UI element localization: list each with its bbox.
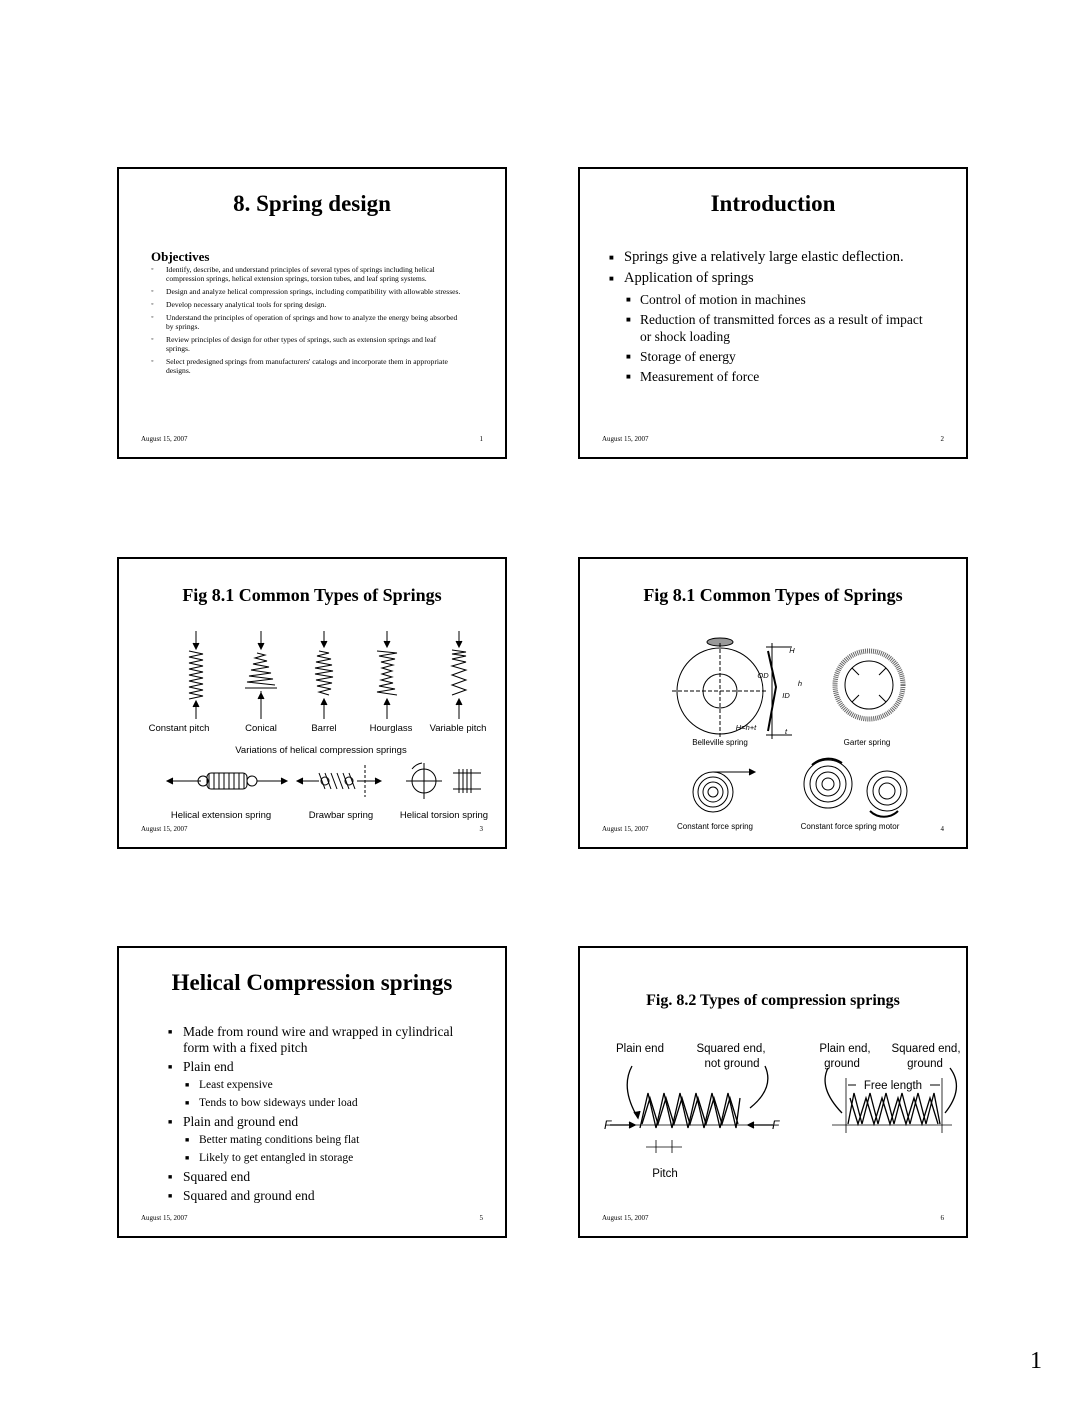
slide-title: Fig 8.1 Common Types of Springs: [182, 585, 442, 605]
slide-2: [578, 167, 968, 459]
label-constant-force-motor: Constant force spring motor: [800, 822, 900, 831]
label-free-length: Free length: [863, 1080, 923, 1092]
slide-1: [117, 167, 507, 459]
list-item: ■ Better mating conditions being flat: [183, 1133, 465, 1148]
hourglass-spring: [377, 631, 397, 719]
label-helical-extension: Helical extension spring: [170, 810, 272, 821]
dim-h: h: [797, 679, 803, 688]
label-hourglass: Hourglass: [369, 723, 413, 734]
dim-OD: OD: [757, 671, 769, 680]
label-variable-pitch: Variable pitch: [429, 723, 487, 734]
slide-number: 1: [479, 435, 483, 443]
slide-date: August 15, 2007: [602, 1214, 649, 1222]
slide-date: August 15, 2007: [141, 1214, 188, 1222]
figure-caption: Variations of helical compression springs: [235, 745, 407, 756]
list-item: ■ Tends to bow sideways under load: [183, 1096, 465, 1111]
spring-plain-squared: [610, 1066, 773, 1153]
slide-number: 6: [940, 1214, 944, 1222]
slide-title: Helical Compression springs: [171, 970, 453, 995]
constant-pitch-spring: [189, 631, 203, 719]
compression-spring-ends-figure: [580, 948, 966, 1236]
label-squared-ground-2: ground: [907, 1058, 943, 1070]
page-number: 1: [1030, 1348, 1042, 1374]
bullet-list: [165, 1024, 465, 1207]
conical-spring: [245, 631, 277, 719]
label-pitch: Pitch: [652, 1168, 678, 1180]
slide-number: 4: [940, 825, 944, 833]
label-plain-end-ground-2: ground: [824, 1058, 860, 1070]
slide-title: 8. Spring design: [233, 191, 391, 216]
slide-title: Introduction: [710, 191, 836, 216]
label-force-right: F: [772, 1118, 780, 1132]
list-item: ■ Storage of energy: [624, 348, 926, 365]
label-constant-force: Constant force spring: [676, 822, 754, 831]
slide-4: [578, 557, 968, 849]
slide-date: August 15, 2007: [141, 435, 188, 443]
bullet-list: [606, 249, 926, 388]
list-item: ■ Application of springs: [606, 270, 926, 287]
list-item: ■ Squared and ground end: [165, 1188, 465, 1204]
label-drawbar: Drawbar spring: [308, 810, 374, 821]
torsion-spring: [406, 763, 481, 799]
label-helical-torsion: Helical torsion spring: [399, 810, 489, 821]
belleville-spring: [672, 638, 792, 739]
slide-date: August 15, 2007: [602, 435, 649, 443]
list-item: ◦ Review principles of design for other types of springs, such as extension springs and leaf springs.: [151, 335, 461, 353]
garter-spring: [835, 651, 903, 719]
label-garter: Garter spring: [843, 738, 891, 747]
objectives-list: [151, 265, 461, 379]
variable-pitch-spring: [452, 631, 466, 719]
slide-date: August 15, 2007: [141, 825, 188, 833]
objectives-heading: Objectives: [151, 249, 210, 264]
label-squared-end-2: not ground: [704, 1058, 760, 1070]
list-item: ◦ Understand the principles of operation of springs and how to analyze the energy being absorbed by springs.: [151, 313, 461, 331]
label-plain-end: Plain end: [616, 1043, 664, 1055]
dim-t: t: [784, 727, 788, 736]
list-item: ■ Least expensive: [183, 1078, 465, 1093]
list-item: ■ Springs give a relatively large elastic deflection.: [606, 249, 926, 266]
list-item: ■ Likely to get entangled in storage: [183, 1151, 465, 1166]
label-barrel: Barrel: [311, 723, 337, 734]
slide-number: 3: [479, 825, 483, 833]
constant-force-spring: [693, 769, 755, 812]
barrel-spring: [315, 631, 333, 719]
list-item: ■ Plain and ground end: [165, 1114, 465, 1130]
slide-3: [117, 557, 507, 849]
label-squared-ground-1: Squared end,: [891, 1043, 961, 1055]
list-item: ■ Measurement of force: [624, 368, 926, 385]
label-squared-end-1: Squared end,: [696, 1043, 766, 1055]
slide-5: [117, 946, 507, 1238]
drawbar-spring: [297, 765, 381, 797]
list-item: ◦ Develop necessary analytical tools for spring design.: [151, 300, 461, 309]
spring-ground: [825, 1068, 956, 1133]
dim-formula: H=h+t: [735, 723, 757, 732]
slide-number: 2: [940, 435, 944, 443]
label-belleville: Belleville spring: [692, 738, 748, 747]
list-item: ■ Squared end: [165, 1169, 465, 1185]
list-item: ■ Control of motion in machines: [624, 291, 926, 308]
dim-ID: ID: [782, 691, 790, 700]
constant-force-spring-motor: [804, 759, 907, 817]
dim-H: H: [789, 646, 795, 655]
label-force-left: F: [604, 1118, 612, 1132]
list-item: ◦ Design and analyze helical compression springs, including compatibility with allowable stresses.: [151, 287, 461, 296]
label-plain-end-ground-1: Plain end,: [819, 1043, 871, 1055]
slide-date: August 15, 2007: [602, 825, 649, 833]
list-item: ■ Plain end: [165, 1059, 465, 1075]
spring-types-figure-2: [580, 559, 966, 847]
spring-types-figure: [119, 559, 505, 847]
extension-spring: [167, 773, 287, 789]
slide-title: Fig 8.1 Common Types of Springs: [643, 585, 903, 605]
list-item: ◦ Identify, describe, and understand principles of several types of springs including helical compression springs, helical extension springs, torsion tubes, and leaf spring systems.: [151, 265, 461, 283]
slide-6: [578, 946, 968, 1238]
slide-number: 5: [479, 1214, 483, 1222]
list-item: ◦ Select predesigned springs from manufacturers' catalogs and incorporate them in appropriate designs.: [151, 357, 461, 375]
label-conical: Conical: [245, 723, 277, 734]
list-item: ■ Made from round wire and wrapped in cylindrical form with a fixed pitch: [165, 1024, 465, 1056]
list-item: ■ Reduction of transmitted forces as a result of impact or shock loading: [624, 311, 926, 345]
slide-title: Fig. 8.2 Types of compression springs: [646, 992, 900, 1009]
label-constant-pitch: Constant pitch: [148, 723, 210, 734]
